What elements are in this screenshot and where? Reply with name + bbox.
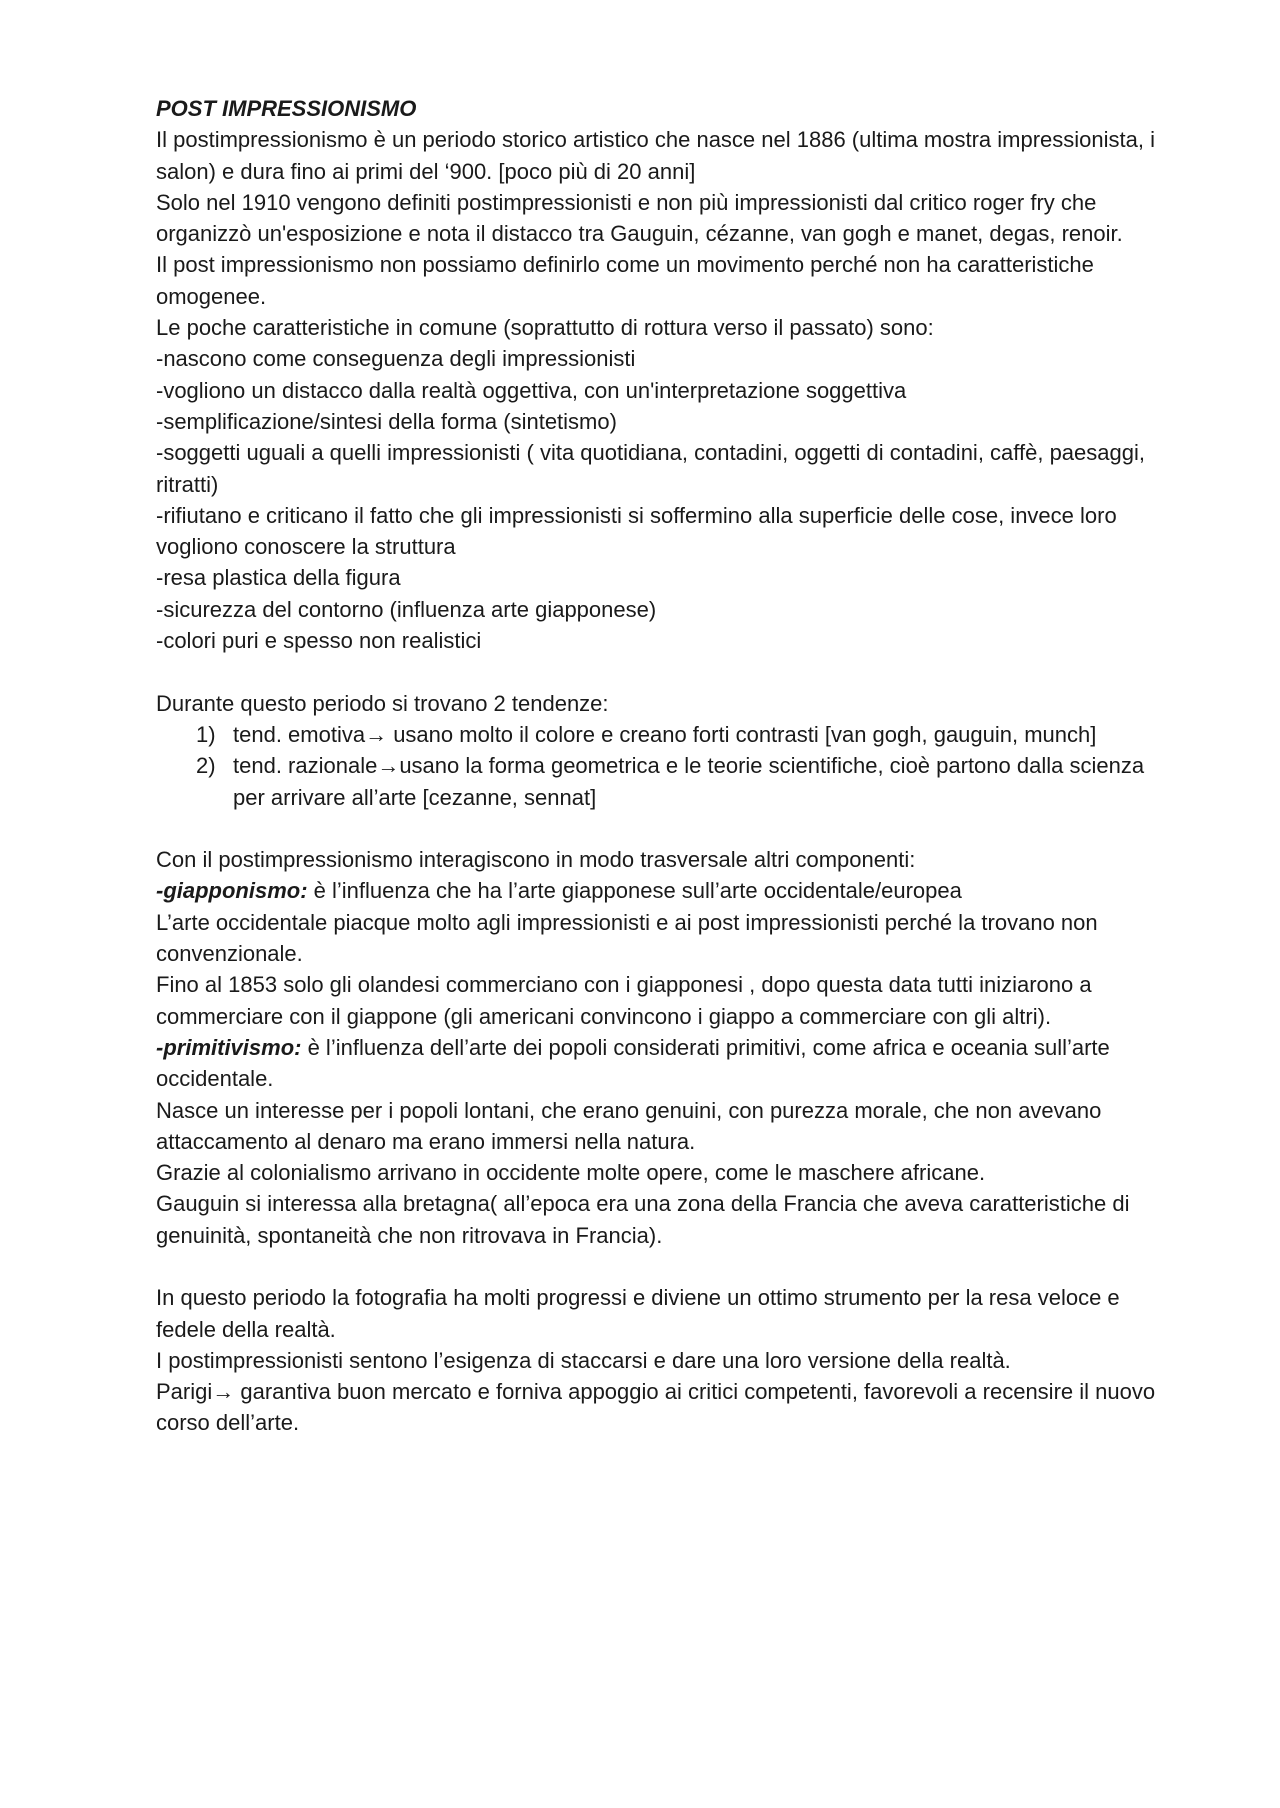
list-item: -rifiutano e criticano il fatto che gli impressionisti si soffermino alla superficie delle cose, invece loro vogliono conoscere la struttura [156, 502, 1117, 560]
tendency-text: tend. emotiva→ usano molto il colore e creano forti contrasti [van gogh, gauguin, munch] [233, 721, 1097, 747]
list-item: -resa plastica della figura [156, 565, 401, 591]
paragraph: Nasce un interesse per i popoli lontani, che erano genuini, con purezza morale, che non avevano attaccamento al denaro ma erano immersi nella natura. [156, 1097, 1102, 1154]
list-item: -sicurezza del contorno (influenza arte giapponese) [156, 596, 657, 622]
primitivismo-definition [156, 1032, 1156, 1095]
tendencies-intro: Durante questo periodo si trovano 2 tendenze: [156, 690, 609, 716]
paragraph: Gauguin si interessa alla bretagna( all’epoca era una zona della Francia che aveva caratteristiche di genuinità, spontaneità che non ritrovava in Francia). [156, 1191, 1130, 1248]
primitivismo-term: -primitivismo: [156, 1034, 302, 1060]
paragraph: Parigi→ garantiva buon mercato e forniva appoggio ai critici competenti, favorevoli a recensire il nuovo corso dell’arte. [156, 1379, 1156, 1436]
list-number: 1) [196, 721, 216, 747]
list-item: -soggetti uguali a quelli impressionisti ( vita quotidiana, contadini, oggetti di contadini, caffè, paesaggi, ritratti) [156, 440, 1145, 497]
list-number: 2) [196, 753, 216, 779]
giapponismo-term: -giapponismo: [156, 878, 308, 904]
blank-line [156, 656, 1156, 687]
tendency-item [156, 750, 1156, 813]
paragraph: I postimpressionisti sentono l’esigenza di staccarsi e dare una loro versione della realtà. [156, 1347, 1011, 1373]
paragraph: Il post impressionismo non possiamo definirlo come un movimento perché non ha caratteristiche omogenee. [156, 252, 1094, 309]
paragraph: Solo nel 1910 vengono definiti postimpressionisti e non più impressionisti dal critico roger fry che organizzò un'esposizione e nota il distacco tra Gauguin, cézanne, van gogh e manet, degas, renoir. [156, 189, 1123, 247]
blank-line [156, 813, 1156, 844]
page-title: POST IMPRESSIONISMO [156, 96, 417, 121]
paragraph: Le poche caratteristiche in comune (soprattutto di rottura verso il passato) sono: [156, 315, 934, 341]
list-item: -semplificazione/sintesi della forma (sintetismo) [156, 408, 617, 434]
document-page [156, 93, 1156, 1439]
tendency-item [156, 719, 1156, 750]
paragraph: In questo periodo la fotografia ha molti progressi e diviene un ottimo strumento per la resa veloce e fedele della realtà. [156, 1285, 1120, 1342]
list-item: -colori puri e spesso non realistici [156, 628, 482, 654]
components-intro: Con il postimpressionismo interagiscono in modo trasversale altri componenti: [156, 847, 916, 873]
giapponismo-text: è l’influenza che ha l’arte giapponese sull’arte occidentale/europea [307, 878, 962, 904]
tendencies-list [156, 719, 1156, 813]
paragraph: Il postimpressionismo è un periodo storico artistico che nasce nel 1886 (ultima mostra impressionista, i salon) e dura fino ai primi del ‘900. [poco più di 20 anni] [156, 127, 1155, 184]
paragraph: Grazie al colonialismo arrivano in occidente molte opere, come le maschere africane. [156, 1160, 986, 1186]
paragraph: Fino al 1853 solo gli olandesi commerciano con i giapponesi , dopo questa data tutti iniziarono a commerciare con il giappone (gli americani convincono i giappo a commerciare con gli altri). [156, 972, 1092, 1029]
primitivismo-text: è l’influenza dell’arte dei popoli considerati primitivi, come africa e oceania sull’arte occidentale. [156, 1034, 1110, 1092]
tendency-text: tend. razionale→usano la forma geometrica e le teorie scientifiche, cioè partono dalla scienza per arrivare all’arte [cezanne, sennat] [233, 753, 1145, 810]
giapponismo-definition [156, 875, 1156, 906]
list-item: -nascono come conseguenza degli impressionisti [156, 346, 636, 372]
paragraph: L’arte occidentale piacque molto agli impressionisti e ai post impressionisti perché la trovano non convenzionale. [156, 909, 1098, 967]
list-item: -vogliono un distacco dalla realtà oggettiva, con un'interpretazione soggettiva [156, 377, 907, 403]
blank-line [156, 1251, 1156, 1282]
